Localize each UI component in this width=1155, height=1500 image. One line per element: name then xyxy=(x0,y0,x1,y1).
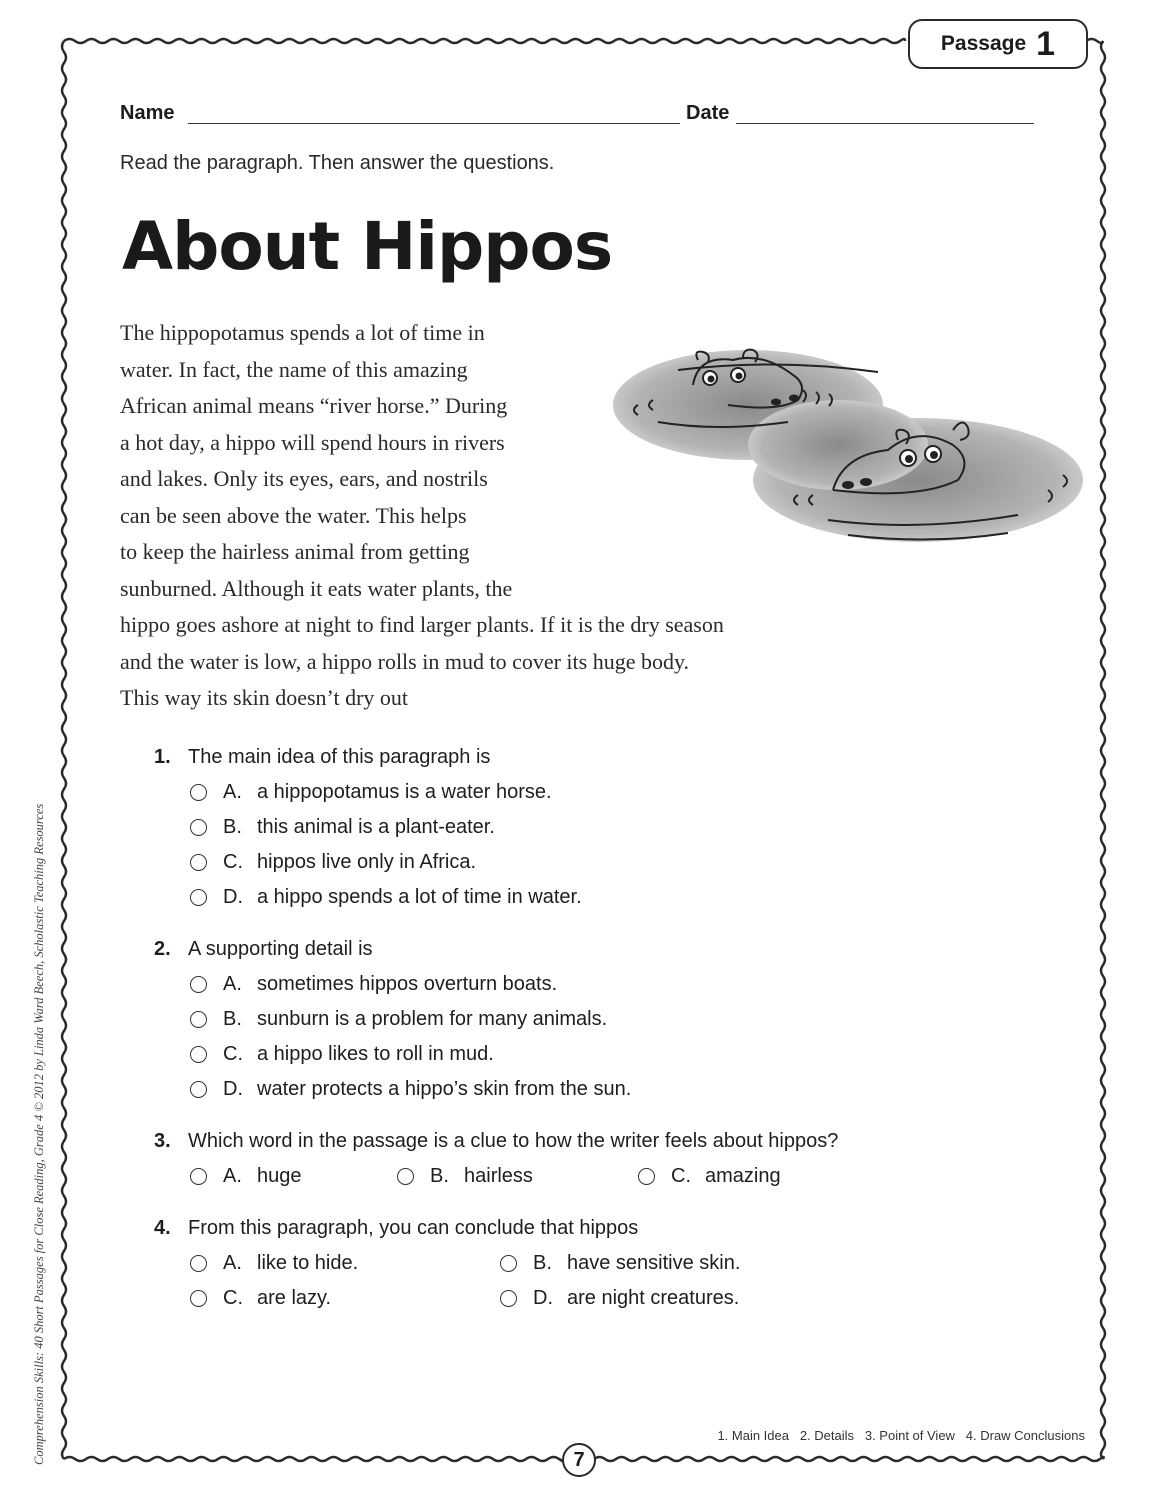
option-letter: A. xyxy=(223,781,242,803)
passage-line: African animal means “river horse.” During xyxy=(120,393,508,418)
option-text: huge xyxy=(257,1165,302,1187)
passage-line: The hippopotamus spends a lot of time in xyxy=(120,320,485,345)
answer-option[interactable] xyxy=(190,816,495,839)
option-letter: C. xyxy=(223,1043,243,1065)
question-number: 2. xyxy=(154,938,171,960)
passage-line: and lakes. Only its eyes, ears, and nostrils xyxy=(120,466,488,491)
question-text: A supporting detail is xyxy=(188,938,373,960)
option-text: this animal is a plant-eater. xyxy=(257,816,495,838)
passage-line: can be seen above the water. This helps xyxy=(120,502,467,528)
option-letter: B. xyxy=(533,1252,552,1274)
answer-option[interactable] xyxy=(190,1008,607,1031)
question-2 xyxy=(154,938,373,961)
radio-bubble[interactable] xyxy=(190,1046,207,1063)
answer-option[interactable] xyxy=(190,973,557,996)
option-text: water protects a hippo’s skin from the sun. xyxy=(257,1078,632,1100)
radio-bubble[interactable] xyxy=(397,1168,414,1185)
question-4 xyxy=(154,1217,638,1240)
question-number: 1. xyxy=(154,746,171,768)
copyright-notice: Comprehension Skills: 40 Short Passages for Close Reading, Grade 4 © 2012 by Linda Ward Beech, Scholastic Teaching Resources xyxy=(32,803,46,1465)
hippos-in-water-illustration xyxy=(598,330,1098,590)
passage-number: 1 xyxy=(1036,25,1056,63)
option-letter: B. xyxy=(430,1165,449,1187)
radio-bubble[interactable] xyxy=(190,784,207,801)
option-letter: A. xyxy=(223,1165,242,1187)
radio-bubble[interactable] xyxy=(500,1255,517,1272)
answer-option[interactable] xyxy=(190,1078,631,1101)
instructions: Read the paragraph. Then answer the questions. xyxy=(120,152,555,174)
option-letter: C. xyxy=(671,1165,691,1187)
radio-bubble[interactable] xyxy=(190,1255,207,1272)
answer-option[interactable] xyxy=(638,1165,781,1188)
answer-option[interactable] xyxy=(500,1252,740,1275)
passage-line: water. In fact, the name of this amazing xyxy=(120,356,468,382)
radio-bubble[interactable] xyxy=(190,1290,207,1307)
option-text: sometimes hippos overturn boats. xyxy=(257,973,558,995)
option-text: a hippo likes to roll in mud. xyxy=(257,1043,494,1065)
answer-option[interactable] xyxy=(190,1252,358,1275)
question-text: From this paragraph, you can conclude that hippos xyxy=(188,1217,639,1239)
option-text: are night creatures. xyxy=(567,1287,740,1309)
option-letter: D. xyxy=(223,1078,243,1100)
option-letter: D. xyxy=(533,1287,553,1309)
skills-footer: 1. Main Idea 2. Details 3. Point of View 4. Draw Conclusions xyxy=(717,1428,1085,1443)
question-1 xyxy=(154,746,490,769)
radio-bubble[interactable] xyxy=(500,1290,517,1307)
question-number: 4. xyxy=(154,1217,171,1239)
border-wave xyxy=(1101,41,1105,1459)
answer-option[interactable] xyxy=(190,1165,302,1188)
option-letter: B. xyxy=(223,816,242,838)
radio-bubble[interactable] xyxy=(190,819,207,836)
option-text: amazing xyxy=(705,1165,781,1187)
answer-option[interactable] xyxy=(190,1287,331,1310)
option-letter: C. xyxy=(223,851,243,873)
option-letter: A. xyxy=(223,1252,242,1274)
answer-option[interactable] xyxy=(190,851,476,874)
border-wave xyxy=(594,1457,1104,1461)
passage-line: and the water is low, a hippo rolls in mud to cover its huge body. xyxy=(120,648,690,674)
name-label: Name xyxy=(120,102,175,124)
passage-line: hippo goes ashore at night to find larger plants. If it is the dry season xyxy=(120,612,724,637)
border-wave xyxy=(64,1457,562,1461)
answer-option[interactable] xyxy=(500,1287,739,1310)
border-wave xyxy=(62,41,66,1459)
option-text: are lazy. xyxy=(257,1287,332,1309)
answer-option[interactable] xyxy=(190,781,552,804)
radio-bubble[interactable] xyxy=(190,1168,207,1185)
question-3 xyxy=(154,1130,838,1153)
question-text: The main idea of this paragraph is xyxy=(188,746,491,768)
radio-bubble[interactable] xyxy=(190,889,207,906)
option-letter: B. xyxy=(223,1008,242,1030)
border-wave xyxy=(64,39,905,43)
passage-line: a hot day, a hippo will spend hours in rivers xyxy=(120,429,505,455)
answer-option[interactable] xyxy=(190,886,582,909)
radio-bubble[interactable] xyxy=(190,1011,207,1028)
passage-line: This way its skin doesn’t dry out xyxy=(120,685,409,710)
question-number: 3. xyxy=(154,1130,171,1152)
radio-bubble[interactable] xyxy=(190,854,207,871)
radio-bubble[interactable] xyxy=(190,1081,207,1098)
date-field-line[interactable] xyxy=(736,123,1034,124)
option-text: hippos live only in Africa. xyxy=(257,851,477,873)
option-letter: D. xyxy=(223,886,243,908)
passage-label: Passage xyxy=(940,32,1027,55)
date-label: Date xyxy=(686,102,730,124)
radio-bubble[interactable] xyxy=(190,976,207,993)
name-field-line[interactable] xyxy=(188,123,680,124)
option-text: a hippo spends a lot of time in water. xyxy=(257,886,582,908)
passage-line: to keep the hairless animal from getting xyxy=(120,539,470,564)
question-text: Which word in the passage is a clue to how the writer feels about hippos? xyxy=(188,1130,839,1152)
radio-bubble[interactable] xyxy=(638,1168,655,1185)
page-title: About Hippos xyxy=(122,208,613,285)
page-number: 7 xyxy=(562,1443,596,1477)
answer-option[interactable] xyxy=(190,1043,494,1066)
option-text: have sensitive skin. xyxy=(567,1252,741,1274)
option-text: like to hide. xyxy=(257,1252,359,1274)
border-wave xyxy=(1086,39,1103,43)
option-letter: A. xyxy=(223,973,242,995)
passage-line: sunburned. Although it eats water plants, the xyxy=(120,575,513,601)
answer-option[interactable] xyxy=(397,1165,533,1188)
option-letter: C. xyxy=(223,1287,243,1309)
option-text: a hippopotamus is a water horse. xyxy=(257,781,552,803)
passage-tab xyxy=(908,19,1088,69)
option-text: hairless xyxy=(464,1165,533,1187)
option-text: sunburn is a problem for many animals. xyxy=(257,1008,608,1030)
